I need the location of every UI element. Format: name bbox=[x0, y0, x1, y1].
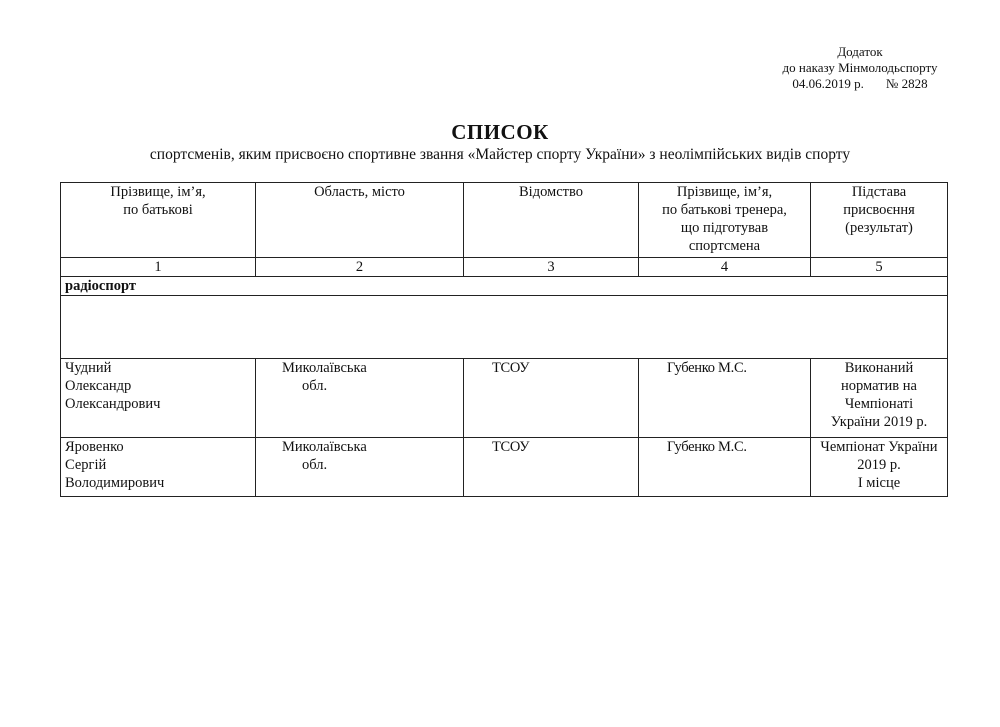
column-number: 2 bbox=[256, 258, 464, 277]
column-number: 1 bbox=[61, 258, 256, 277]
athlete-region: Миколаївська обл. bbox=[256, 359, 464, 438]
document-subtitle: спортсменів, яким присвоєно спортивне звання «Майстер спорту України» з неолімпійських видів спорту bbox=[149, 146, 851, 163]
header-name: Прізвище, ім’я, по батькові bbox=[61, 183, 256, 258]
table-row bbox=[61, 438, 948, 497]
header-region: Область, місто bbox=[256, 183, 464, 258]
annex-order-ref: до наказу Мінмолодьспорту bbox=[782, 60, 938, 75]
empty-row bbox=[61, 296, 948, 359]
column-number-row bbox=[61, 258, 948, 277]
header-basis: Підстава присвоєння (результат) bbox=[811, 183, 948, 258]
athlete-region: Миколаївська обл. bbox=[256, 438, 464, 497]
column-number: 5 bbox=[811, 258, 948, 277]
assignment-basis: Виконаний норматив на Чемпіонаті України 2019 р. bbox=[811, 359, 948, 438]
athlete-name: Чудний Олександр Олександрович bbox=[61, 359, 256, 438]
annex-number: № 2828 bbox=[885, 76, 928, 91]
table-header-row bbox=[61, 183, 948, 258]
header-department: Відомство bbox=[464, 183, 639, 258]
header-coach: Прізвище, ім’я, по батькові тренера, що підготував спортсмена bbox=[639, 183, 811, 258]
assignment-basis: Чемпіонат України 2019 р. І місце bbox=[811, 438, 948, 497]
athlete-department: ТСОУ bbox=[464, 438, 639, 497]
annex-date-number bbox=[760, 76, 960, 92]
sport-section-row bbox=[61, 277, 948, 296]
athletes-table bbox=[60, 182, 948, 497]
column-number: 4 bbox=[639, 258, 811, 277]
athlete-coach: Губенко М.С. bbox=[639, 438, 811, 497]
document-title: СПИСОК bbox=[451, 120, 549, 144]
athlete-department: ТСОУ bbox=[464, 359, 639, 438]
athlete-coach: Губенко М.С. bbox=[639, 359, 811, 438]
column-number: 3 bbox=[464, 258, 639, 277]
athlete-name: Яровенко Сергій Володимирович bbox=[61, 438, 256, 497]
annex-date: 04.06.2019 р. bbox=[792, 76, 864, 91]
sport-name: радіоспорт bbox=[61, 277, 948, 296]
annex-label: Додаток bbox=[837, 44, 883, 59]
annex-block bbox=[760, 44, 960, 92]
table-row bbox=[61, 359, 948, 438]
